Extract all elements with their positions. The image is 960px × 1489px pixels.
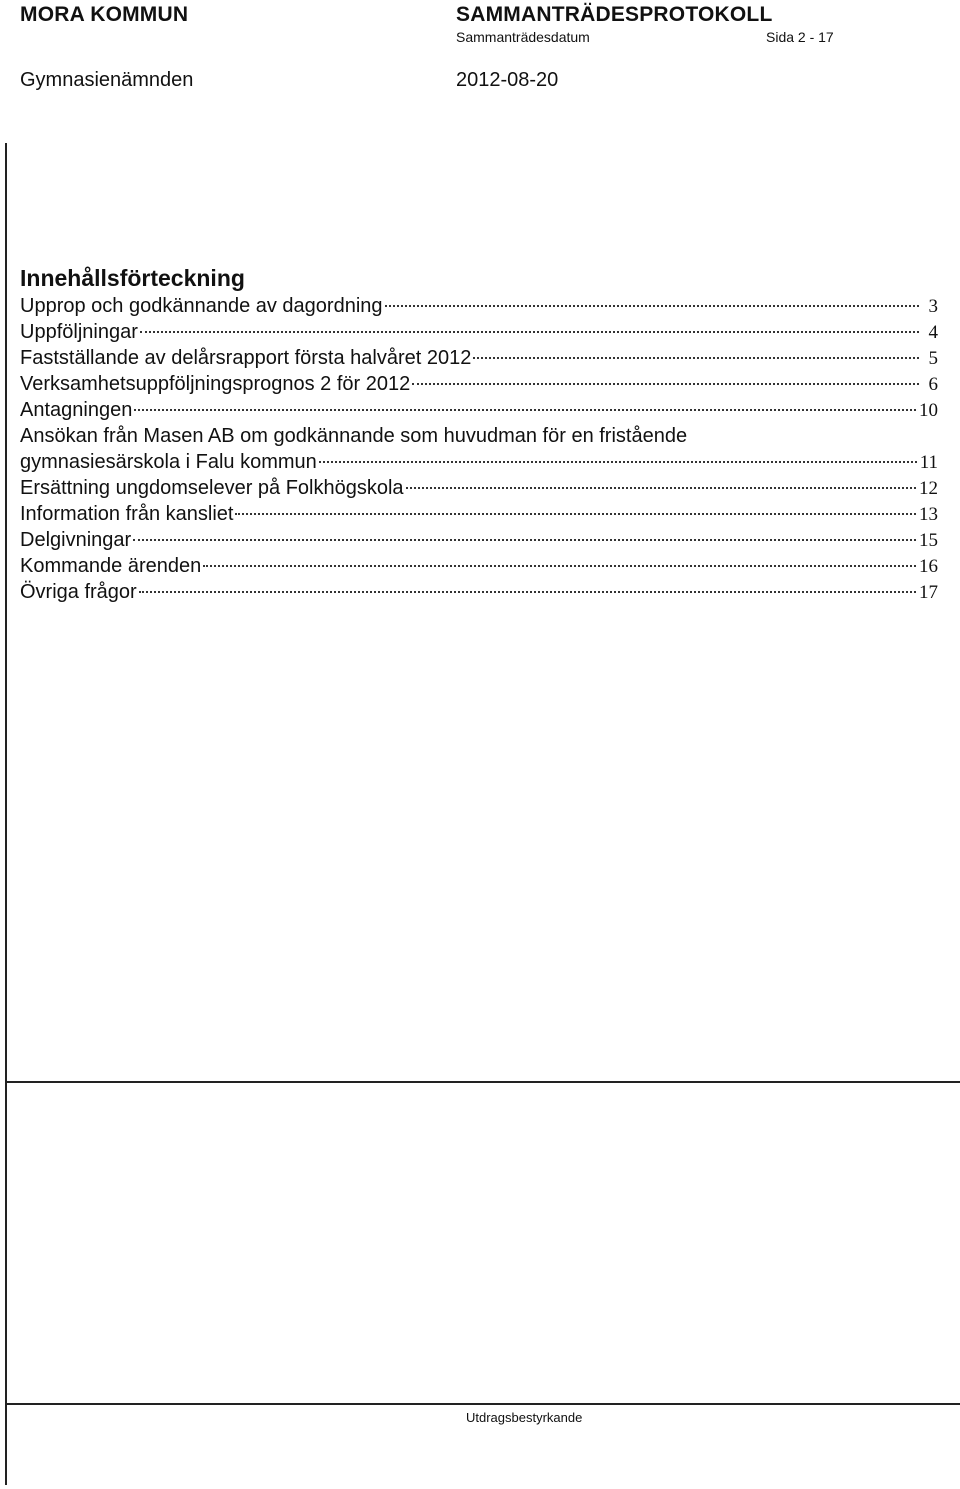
dot-leader <box>134 409 916 411</box>
dot-leader <box>385 305 919 307</box>
toc-item-page: 16 <box>919 556 938 577</box>
dot-leader <box>473 357 919 359</box>
dot-leader <box>406 487 916 489</box>
section-divider-line <box>5 1081 960 1083</box>
dot-leader <box>319 461 917 463</box>
meeting-date: 2012-08-20 <box>456 69 559 91</box>
toc-item[interactable] <box>20 501 938 527</box>
toc-item[interactable] <box>20 319 938 345</box>
dot-leader <box>203 565 916 567</box>
toc-item-title: Upprop och godkännande av dagordning <box>20 295 383 317</box>
organization-name: MORA KOMMUN <box>20 3 189 26</box>
toc-item-title: Kommande ärenden <box>20 555 202 577</box>
toc-item[interactable] <box>20 293 938 319</box>
toc-item-page: 6 <box>928 374 938 395</box>
table-of-contents <box>20 293 938 605</box>
toc-item[interactable] <box>20 449 938 475</box>
toc-item-title: Uppföljningar <box>20 321 138 343</box>
left-border-line <box>5 143 7 1485</box>
toc-item-title: gymnasiesärskola i Falu kommun <box>20 451 317 473</box>
document-type: SAMMANTRÄDESPROTOKOLL <box>456 3 773 26</box>
toc-item-title-first-line[interactable]: Ansökan från Masen AB om godkännande som huvudman för en fristående <box>20 425 688 447</box>
toc-item-page: 13 <box>919 504 938 525</box>
toc-item-page: 12 <box>919 478 938 499</box>
meeting-date-label: Sammanträdesdatum <box>456 29 590 45</box>
toc-item-title: Antagningen <box>20 399 133 421</box>
toc-item[interactable] <box>20 475 938 501</box>
dot-leader <box>140 331 919 333</box>
toc-item-page: 11 <box>919 452 938 473</box>
toc-item[interactable] <box>20 579 938 605</box>
dot-leader <box>139 591 916 593</box>
toc-item[interactable] <box>20 397 938 423</box>
toc-item-title: Verksamhetsuppföljningsprognos 2 för 2012 <box>20 373 411 395</box>
certification-label: Utdragsbestyrkande <box>466 1410 583 1425</box>
toc-item-title: Information från kansliet <box>20 503 234 525</box>
toc-title: Innehållsförteckning <box>20 265 245 291</box>
dot-leader <box>133 539 916 541</box>
toc-item[interactable] <box>20 527 938 553</box>
toc-item-title: Delgivningar <box>20 529 132 551</box>
page-number: Sida 2 - 17 <box>766 29 834 45</box>
toc-item[interactable] <box>20 371 938 397</box>
toc-item-page: 5 <box>928 348 938 369</box>
footer-divider-line <box>5 1403 960 1405</box>
dot-leader <box>412 383 919 385</box>
dot-leader <box>235 513 916 515</box>
toc-item-page: 10 <box>919 400 938 421</box>
toc-item-page: 17 <box>919 582 938 603</box>
toc-item-page: 15 <box>919 530 938 551</box>
toc-item[interactable] <box>20 345 938 371</box>
committee-name: Gymnasienämnden <box>20 69 194 91</box>
toc-item-page: 4 <box>928 322 938 343</box>
toc-item-page: 3 <box>928 296 938 317</box>
toc-item-title: Fastställande av delårsrapport första halvåret 2012 <box>20 347 472 369</box>
toc-item-title: Ersättning ungdomselever på Folkhögskola <box>20 477 404 499</box>
toc-item[interactable] <box>20 553 938 579</box>
toc-item-title: Övriga frågor <box>20 581 137 603</box>
